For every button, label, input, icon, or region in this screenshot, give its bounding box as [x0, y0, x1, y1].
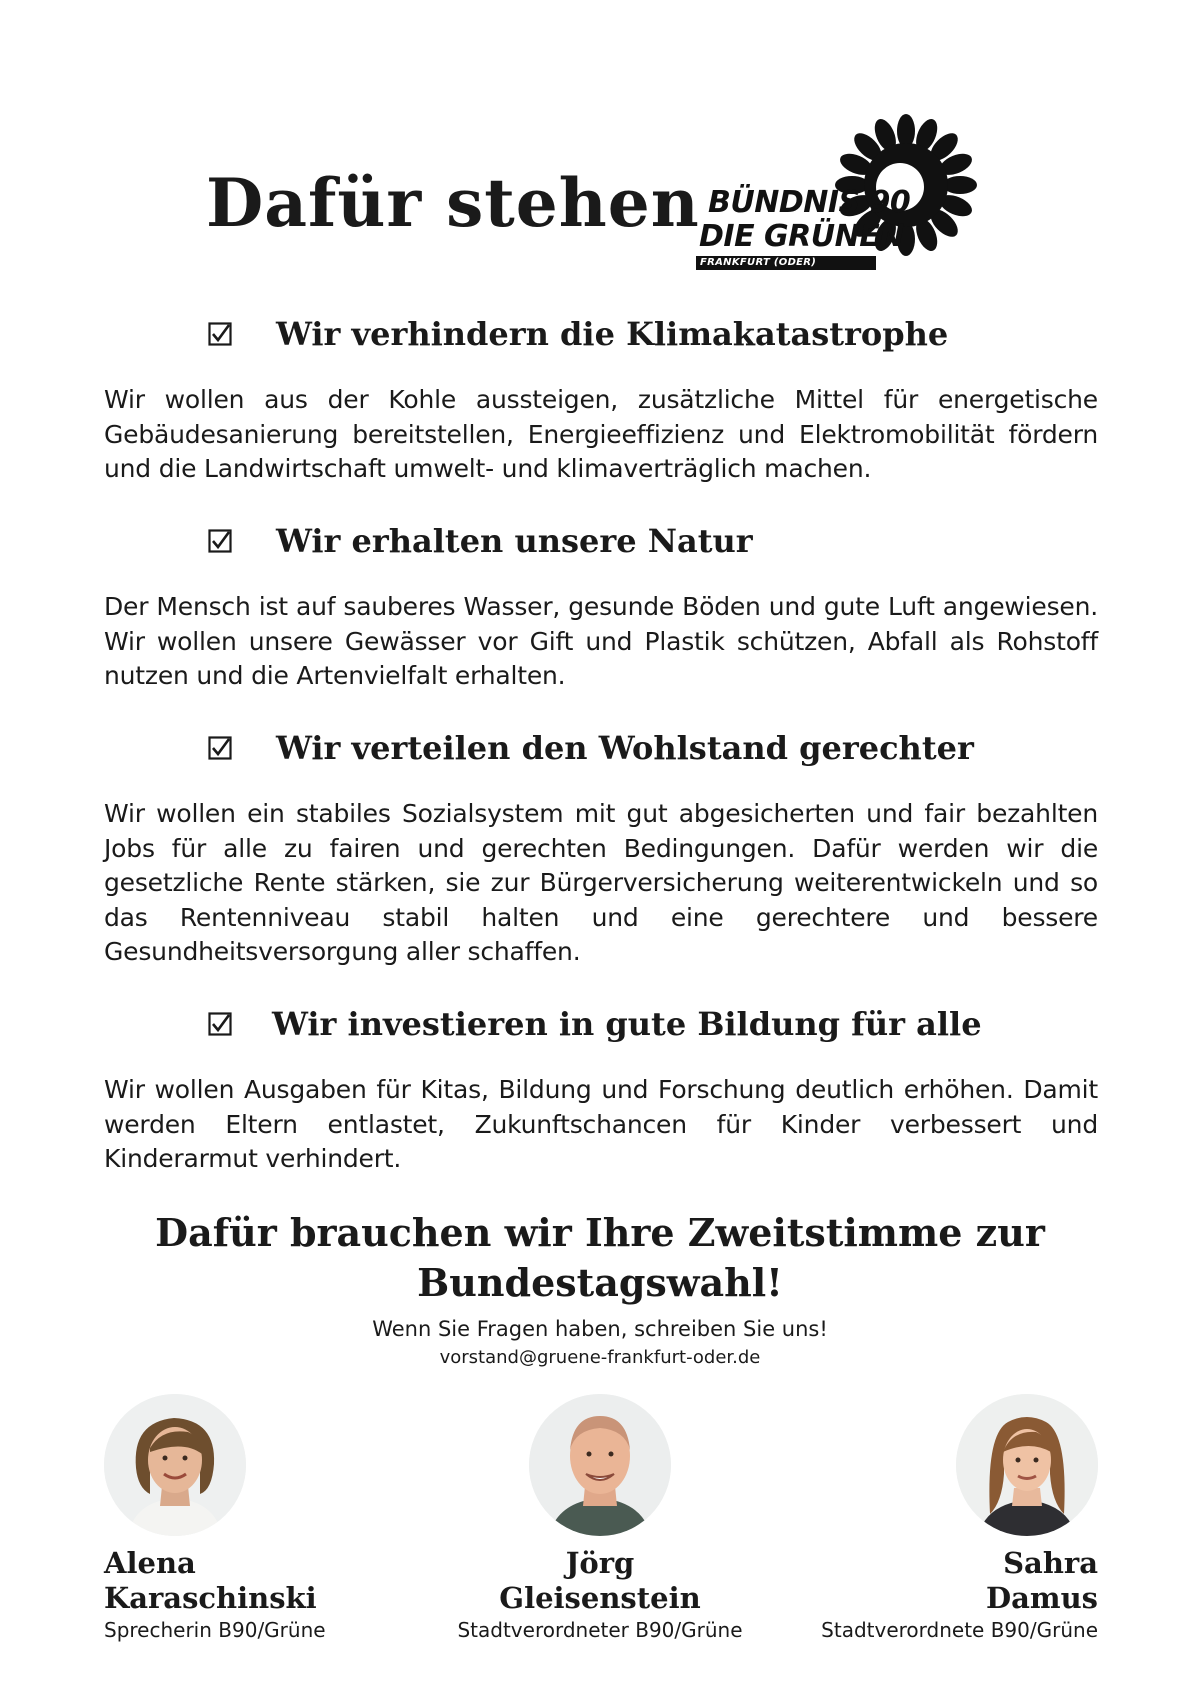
person-card: [104, 1394, 464, 1644]
last-name: Gleisenstein: [499, 1581, 701, 1615]
section-title: Wir investieren in gute Bildung für alle: [272, 1005, 982, 1043]
cta-line1: Dafür brauchen wir Ihre Zweitstimme zur: [155, 1210, 1045, 1255]
person-card: [738, 1394, 1098, 1644]
last-name: Damus: [985, 1581, 1098, 1615]
checkbox-checked-icon: [208, 1012, 232, 1036]
person-role: Sprecherin B90/Grüne: [104, 1618, 326, 1642]
last-name: Karaschinski: [104, 1581, 317, 1615]
contact-question: Wenn Sie Fragen haben, schreiben Sie uns!: [372, 1317, 828, 1341]
logo-subline: FRANKFURT (ODER): [700, 257, 817, 268]
person-role: Stadtverordnete B90/Grüne: [821, 1618, 1098, 1642]
person-card: [420, 1394, 780, 1644]
first-name: Jörg: [565, 1546, 635, 1580]
portrait-image: [529, 1394, 671, 1536]
person-name: [986, 1546, 1098, 1616]
logo-line2: DIE GRÜNEN: [699, 219, 904, 254]
call-to-action: [100, 1208, 1100, 1308]
section-title: Wir verhindern die Klimakatastrophe: [276, 315, 949, 353]
avatar: [956, 1394, 1098, 1536]
page-title: Dafür stehen: [206, 164, 700, 242]
first-name: Sahra: [1003, 1546, 1098, 1580]
avatar: [104, 1394, 246, 1536]
cta-line2: Bundestagswahl!: [417, 1260, 783, 1305]
contact-email[interactable]: vorstand@gruene-frankfurt-oder.de: [439, 1347, 761, 1368]
person-name: [420, 1546, 780, 1616]
section-title: Wir verteilen den Wohlstand gerechter: [276, 729, 974, 767]
section-body: Wir wollen ein stabiles Sozialsystem mit gut abgesicherten und fair bezahlten Jobs für alle zu fairen und gerechten Bedingungen. Dafür werden wir die gesetzliche Rente stärken, sie zur Bürgerversicherung weiterentwickeln und so das Rentenniveau stabil halten und eine gerechtere und bessere Gesundheitsversorgung aller schaffen.: [104, 799, 1098, 966]
first-name: Alena: [104, 1546, 196, 1580]
section-heading: [0, 517, 1200, 567]
section-body: Der Mensch ist auf sauberes Wasser, gesunde Böden und gute Luft angewiesen. Wir wollen unsere Gewässer vor Gift und Plastik schützen, Abfall als Rohstoff nutzen und die Artenvielfalt erhalten.: [104, 592, 1098, 690]
section-body: Wir wollen aus der Kohle aussteigen, zusätzliche Mittel für energetische Gebäudesanierung bereitstellen, Energieeffizienz und Elektromobilität fördern und die Landwirtschaft umwelt- und klimaverträglich machen.: [104, 385, 1098, 483]
portrait-image: [956, 1394, 1098, 1536]
logo-line1: BÜNDNIS 90: [708, 185, 911, 220]
person-name: [104, 1546, 317, 1616]
section-title: Wir erhalten unsere Natur: [276, 522, 753, 560]
party-logo: [696, 110, 996, 280]
portrait-image: [104, 1394, 246, 1536]
section-heading: [0, 724, 1200, 774]
checkbox-checked-icon: [208, 529, 232, 553]
avatar: [529, 1394, 671, 1536]
header: [0, 110, 1200, 280]
section-heading: [0, 1000, 1200, 1050]
checkbox-checked-icon: [208, 736, 232, 760]
checkbox-checked-icon: [208, 322, 232, 346]
section-body: Wir wollen Ausgaben für Kitas, Bildung und Forschung deutlich erhöhen. Damit werden Eltern entlastet, Zukunftschancen für Kinder verbessert und Kinderarmut verhindert.: [104, 1075, 1098, 1173]
person-role: Stadtverordneter B90/Grüne: [457, 1618, 743, 1642]
section-heading: [0, 310, 1200, 360]
